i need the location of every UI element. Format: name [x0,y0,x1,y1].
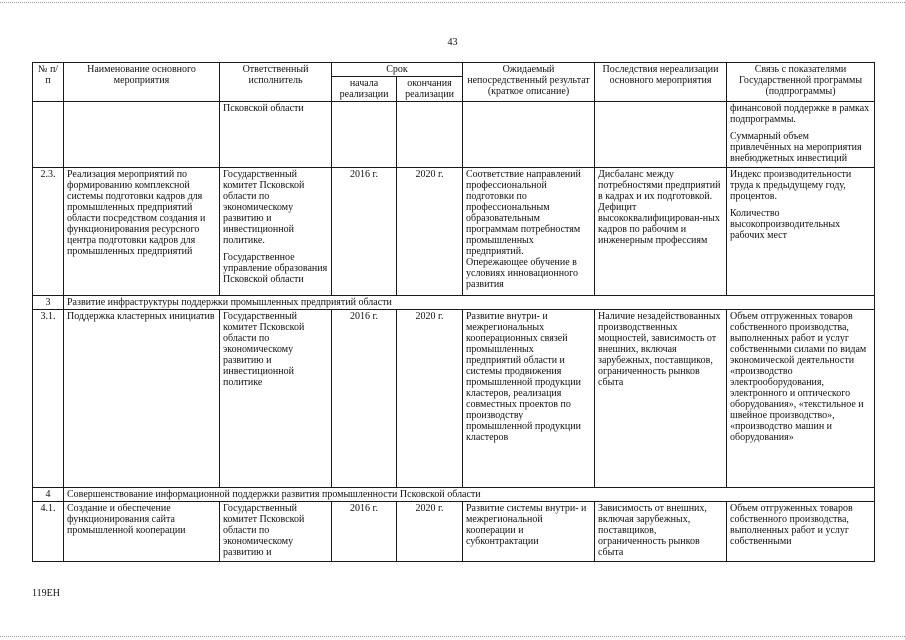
section-title: Развитие инфраструктуры поддержки промышленных предприятий области [64,296,875,310]
cell-start: 2016 г. [332,168,397,296]
header-link: Связь с показателями Государственной программы (подпрограммы) [727,63,875,102]
cell-link-text-2: Количество высокопроизводительных рабочих мест [730,208,841,241]
program-activities-table [32,62,875,562]
scan-bottom-edge [0,636,905,637]
cell-num [33,102,64,168]
cell-responsible: Государственный комитет Псковской области по экономическому развитию и [220,502,332,562]
cell-result: Развитие внутри- и межрегиональных кооперационных связей промышленных предприятий области и системы продвижения промышленной продукции кластеров, реализация совместных проектов по производству промышленной продукции кластеров [463,310,595,488]
cell-result [463,168,595,296]
cell-start: 2016 г. [332,502,397,562]
cell-start: 2016 г. [332,310,397,488]
cell-link-text-1: финансовой поддержке в рамках подпрограммы. [730,103,870,125]
cell-responsible: Псковской области [220,102,332,168]
header-term-end: окончания реализации [397,77,463,102]
cell-name: Реализация мероприятий по формированию комплексной системы подготовки кадров для промышленных предприятий области посредством создания и функционирования ресурсного центра подготовки кадров для промышленных предприятий [64,168,220,296]
table-row-2-3 [33,168,875,296]
cell-name: Создание и обеспечение функционирования сайта промышленной кооперации [64,502,220,562]
cell-link-text-2: Суммарный объем привлечённых на мероприятия внебюджетных инвестиций [730,131,862,164]
cell-responsible: Государственный комитет Псковской области по экономическому развитию и инвестиционной политике [220,310,332,488]
header-responsible: Ответственный исполнитель [220,63,332,102]
header-result: Ожидаемый непосредственный результат (краткое описание) [463,63,595,102]
cell-end: 2020 г. [397,310,463,488]
page-number: 43 [447,37,458,48]
cell-end: 2020 г. [397,168,463,296]
header-term-start: начала реализации [332,77,397,102]
cell-link: Объем отгруженных товаров собственного производства, выполненных работ и услуг собственными силами по видам экономической деятельности «производство электрооборудования, электронного и оптического оборудования», «текстильное и швейное производство», «производство машин и оборудования» [727,310,875,488]
header-term: Срок [332,63,463,77]
cell-consequences [595,102,727,168]
table-header-row [33,63,875,77]
header-num: № п/п [33,63,64,102]
table-section-4 [33,488,875,502]
cell-consequences: Наличие незадействованных производственных мощностей, зависимость от внешних, включая зарубежных, поставщиков, ограниченность рынков сбыта [595,310,727,488]
cell-consequences: Дисбаланс между потребностями предприятий в кадрах и их подготовкой. Дефицит высококвалифицирован-ных кадров по рабочим и инженерным профессиям [595,168,727,296]
table-section-3 [33,296,875,310]
scan-top-edge [0,2,905,3]
cell-consequences: Зависимость от внешних, включая зарубежных, поставщиков, ограниченность рынков сбыта [595,502,727,562]
cell-num: 3.1. [33,310,64,488]
cell-link-text-1: Индекс производительности труда к предыдущему году, процентов. [730,169,852,202]
cell-link [727,168,875,296]
footer-code: 119EH [32,588,60,599]
cell-end: 2020 г. [397,502,463,562]
cell-link [727,102,875,168]
cell-start [332,102,397,168]
cell-name: Поддержка кластерных инициатив [64,310,220,488]
section-num: 3 [33,296,64,310]
cell-link: Объем отгруженных товаров собственного производства, выполненных работ и услуг собственными [727,502,875,562]
header-consequences: Последствия нереализации основного мероприятия [595,63,727,102]
section-num: 4 [33,488,64,502]
cell-result-text-2: Опережающее обучение в условиях инновационного развития [466,257,578,290]
cell-result: Развитие системы внутри- и межрегиональной кооперации и субконтрактации [463,502,595,562]
cell-name [64,102,220,168]
cell-result [463,102,595,168]
cell-end [397,102,463,168]
table-row-4-1 [33,502,875,562]
cell-result-text-1: Соответствие направлений профессиональной подготовки по профессиональным образовательным программам потребностям промышленных предприятий. [466,169,581,257]
section-title: Совершенствование информационной поддержки развития промышленности Псковской области [64,488,875,502]
header-name: Наименование основного мероприятия [64,63,220,102]
cell-num: 2.3. [33,168,64,296]
cell-responsible-text-1: Государственный комитет Псковской области по экономическому развитию и инвестиционной политике. [223,169,305,246]
table-row-3-1 [33,310,875,488]
cell-responsible [220,168,332,296]
cell-num: 4.1. [33,502,64,562]
table-row-continuation [33,102,875,168]
cell-responsible-text-2: Государственное управление образования Псковской области [223,252,328,285]
